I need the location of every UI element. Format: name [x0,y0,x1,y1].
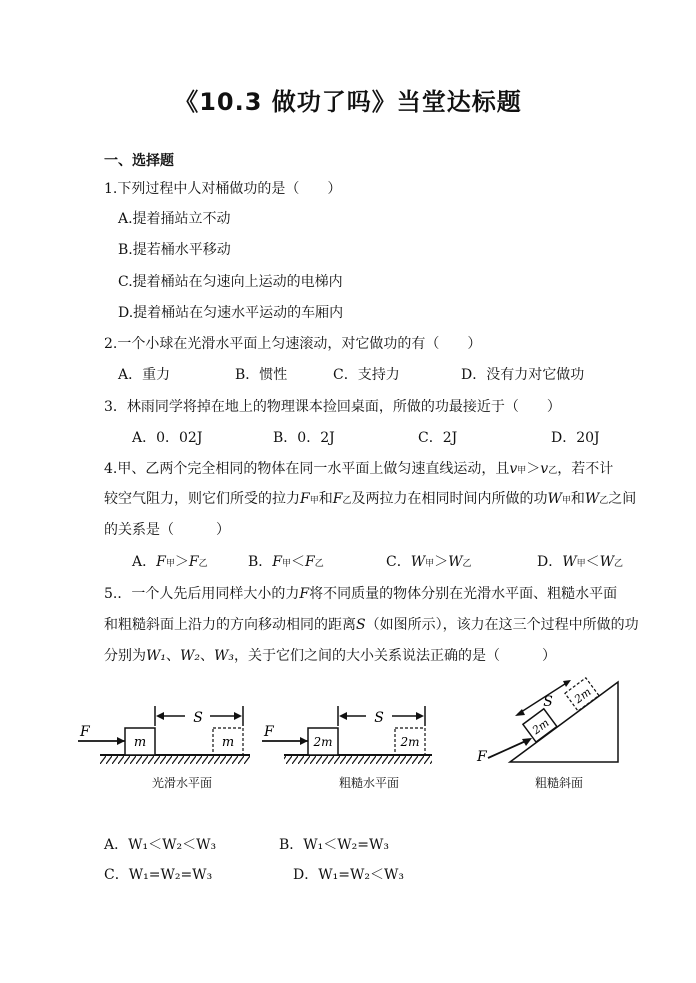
question-5-option-d: D．W₁=W₂＜W₃ [293,867,404,883]
question-5-option-c: C．W₁=W₂=W₃ [104,867,213,883]
distance-label: S [193,710,203,726]
force-label: F [477,749,487,765]
question-1-option-b: B.提若桶水平移动 [118,242,231,258]
block-label: 2m [400,735,420,749]
distance-label: S [543,694,553,710]
ground-hatch [284,756,432,764]
force-arrowhead [300,737,308,745]
question-4-line-3: 的关系是（ ） [104,522,230,538]
question-1-stem: 1.下列过程中人对桶做功的是（ ） [104,181,342,197]
panel-rough-incline [476,678,618,766]
caption-rough-incline: 粗糙斜面 [535,776,584,790]
question-3-option-d: D．20J [551,430,600,446]
question-5-line-3: 分别为W₁、W₂、W₃，关于它们之间的大小关系说法正确的是（ ） [104,648,557,664]
question-4-option-b: B．F甲＜F乙 [248,554,324,570]
question-4-option-c: C．W甲＞W乙 [386,554,472,570]
question-2-stem: 2.一个小球在光滑水平面上匀速滚动，对它做功的有（ ） [104,336,482,352]
block-label: 2m [571,685,594,707]
question-4-line-1: 4.甲、乙两个完全相同的物体在同一水平面上做匀速直线运动，且v甲＞v乙，若不计 [104,461,614,477]
block-label: m [221,735,235,750]
block-label: 2m [529,716,552,738]
question-5-line-2: 和粗糙斜面上沿力的方向移动相同的距离S（如图所示），该力在这三个过程中所做的功 [104,617,639,633]
question-1-option-d: D.提着桶站在匀速水平运动的车厢内 [118,305,344,321]
caption-rough-surface: 粗糙水平面 [339,776,400,790]
question-2-option-a: A．重力 [118,367,171,383]
question-2-option-b: B．惯性 [235,367,288,383]
question-3-option-b: B．0．2J [273,430,335,446]
question-3-stem: 3．林雨同学将掉在地上的物理课本捡回桌面，所做的功最接近于（ ） [104,399,561,415]
question-5-option-b: B．W₁＜W₂=W₃ [279,837,390,853]
caption-smooth-surface: 光滑水平面 [152,776,213,790]
block-label: 2m [313,735,333,749]
question-1-option-a: A.提着捅站立不动 [118,211,231,227]
panel-rough-surface [262,706,432,764]
question-3-option-a: A．0．02J [132,430,203,446]
question-2-option-d: D．没有力对它做功 [461,367,585,383]
force-label: F [80,724,90,740]
panel-smooth-surface [78,706,250,764]
ground-hatch [100,756,250,764]
question-4-option-a: A．F甲＞F乙 [132,554,208,570]
force-label: F [264,724,274,740]
question-2-option-c: C．支持力 [333,367,400,383]
question-5-line-1: 5.．一个人先后用同样大小的力F将不同质量的物体分别在光滑水平面、粗糙水平面 [104,586,618,602]
section-heading: 一、选择题 [104,153,174,169]
force-arrowhead [117,737,125,745]
question-4-option-d: D．W甲＜W乙 [537,554,624,570]
distance-label: S [374,710,384,726]
question-1-option-c: C.提着桶站在匀速向上运动的电梯内 [118,274,343,290]
page-title: 《10.3 做功了吗》当堂达标题 [174,88,522,116]
question-4-line-2: 较空气阻力，则它们所受的拉力F甲和F乙及两拉力在相同时间内所做的功W甲和W乙之间 [104,491,637,507]
question-3-option-c: C．2J [418,430,458,446]
question-5-option-a: A．W₁＜W₂＜W₃ [104,837,217,853]
block-label: m [133,735,147,750]
